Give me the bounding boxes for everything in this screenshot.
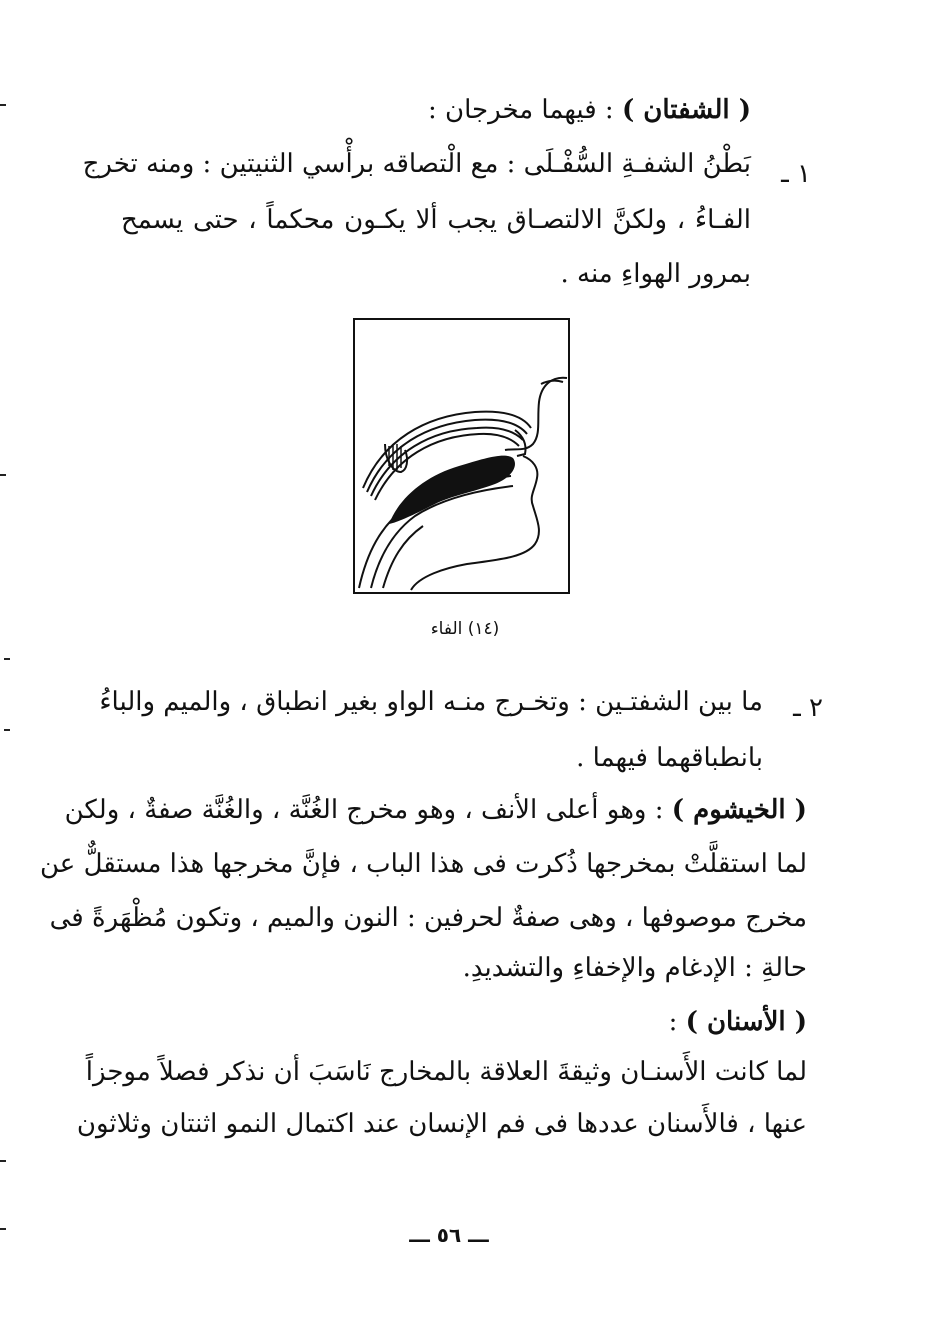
lips-heading: ( الشفتان ) xyxy=(621,95,751,125)
item1-number: ١ ـ xyxy=(781,159,811,189)
item2-line1: ما بين الشفتـين : وتخـرج منـه الواو بغير انطباق ، والميم والباءُ xyxy=(99,687,763,717)
margin-mark xyxy=(4,729,10,731)
nasal-line3: مخرج موصوفها ، وهى صفةٌ لحرفين : النون والميم ، وتكون مُظْهَرةً فى xyxy=(49,903,807,933)
teeth-heading-rest: : xyxy=(668,1007,678,1037)
teeth-heading: ( الأسنان ) xyxy=(685,1007,807,1037)
tongue xyxy=(389,456,515,524)
lips-heading-line xyxy=(428,92,751,128)
item1-line1: بَطْنُ الشفـةِ السُّفْـلَى : مع الْتصاقه برأْسي الثنيتين : ومنه تخرج xyxy=(82,149,751,179)
nasal-line2: لما استقلَّتْ بمخرجها ذُكرت فى هذا الباب ، فإنَّ مخرجها هذا مستقلٌّ عن xyxy=(40,849,807,879)
margin-mark xyxy=(4,658,10,660)
margin-mark xyxy=(0,474,6,476)
lips-heading-rest: : فيهما مخرجان : xyxy=(428,95,614,125)
lips-diagram-figure xyxy=(353,318,570,594)
teeth-line1: لما كانت الأَسنـان وثيقةَ العلاقة بالمخارج نَاسَبَ أن نذكر فصلاً موجزاً xyxy=(85,1057,807,1087)
margin-mark xyxy=(0,1228,6,1230)
margin-mark xyxy=(0,104,6,106)
nasal-line1 xyxy=(64,792,807,828)
page-number: ـــ ٥٦ ـــ xyxy=(409,1223,489,1247)
item2-number: ٢ ـ xyxy=(793,693,823,723)
nasal-line1-rest: : وهو أعلى الأنف ، وهو مخرج الغُنَّة ، والغُنَّة صفةٌ ، ولكن xyxy=(64,795,664,825)
nostril-mark xyxy=(541,381,563,384)
figure-caption: (١٤) الفاء xyxy=(430,619,500,639)
item2-line2: بانطباقهما فيهما . xyxy=(576,743,763,773)
lips-diagram xyxy=(355,320,568,592)
nasal-heading: ( الخيشوم ) xyxy=(671,795,807,825)
upper-lip-contour xyxy=(505,378,567,450)
item1-line3: بمرور الهواءِ منه . xyxy=(560,259,751,289)
teeth-heading-line xyxy=(669,1004,807,1040)
item1-line2: الفـاءُ ، ولكنَّ الالتصـاق يجب ألا يكـون محكماً ، حتى يسمح xyxy=(121,205,751,235)
nasal-line4: حالةِ : الإدغام والإخفاءِ والتشديدِ. xyxy=(462,953,807,983)
teeth-line2: عنها ، فالأَسنان عددها فى فم الإنسان عند اكتمال النمو اثنتان وثلاثون xyxy=(76,1109,807,1139)
margin-mark xyxy=(0,1160,6,1162)
